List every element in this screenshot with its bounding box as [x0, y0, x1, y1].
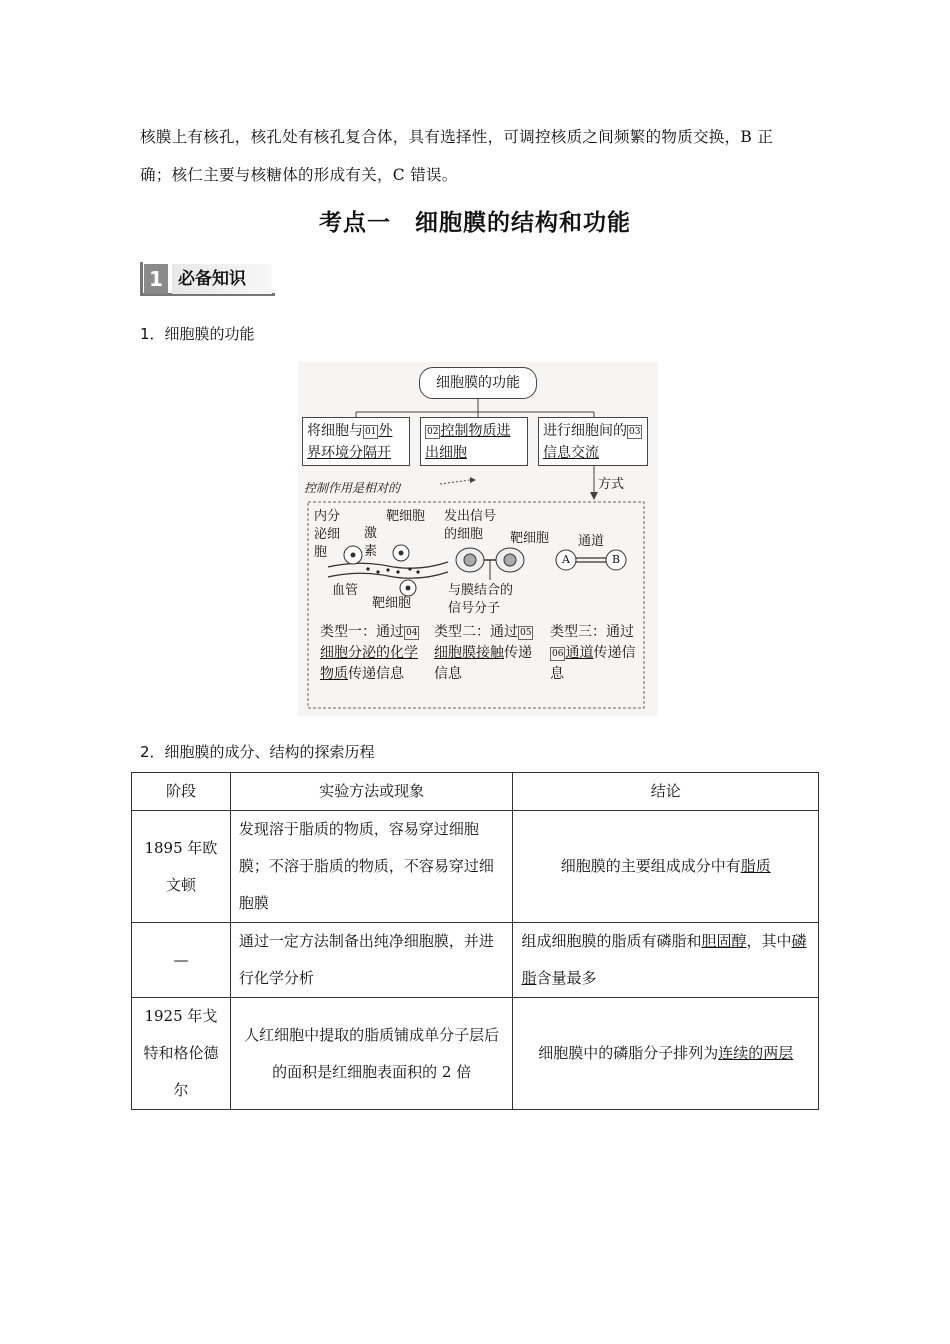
relative-control-note: 控制作用是相对的: [304, 481, 401, 495]
mode-arrow-icon: [590, 492, 598, 500]
note-arrow: [440, 480, 470, 484]
conclusion-cell: 细胞膜中的磷脂分子排列为连续的两层: [513, 998, 819, 1110]
stage-cell: 1925 年戈特和格伦德尔: [132, 998, 231, 1110]
table-row: [132, 811, 819, 923]
cell-a-label: A: [562, 553, 570, 566]
intro-line-2: 确；核仁主要与核糖体的形成有关，C 错误。: [140, 166, 458, 184]
conclusion-cell: 细胞膜的主要组成成分中有脂质: [513, 811, 819, 923]
stage-cell: 1895 年欧文顿: [132, 811, 231, 923]
method-cell: 通过一定方法制备出纯净细胞膜，并进行化学分析: [230, 923, 513, 998]
target-label-c: 靶细胞: [510, 531, 550, 546]
signal-cell-label: 发出信号的细胞: [444, 509, 497, 542]
badge-label: 必备知识: [172, 264, 272, 294]
section-title: 考点一 细胞膜的结构和功能: [319, 210, 631, 236]
heading-membrane-function: 1．细胞膜的功能: [140, 325, 255, 343]
method-cell: 人红细胞中提取的脂质铺成单分子层后的面积是红细胞表面积的 2 倍: [230, 998, 513, 1110]
target-label-b: 靶细胞: [372, 596, 412, 611]
channel-label: 通道: [578, 534, 605, 549]
hormone-label: 激素: [364, 526, 378, 559]
root-node: 细胞膜的功能: [419, 367, 537, 399]
mode-label: 方式: [598, 477, 625, 492]
vessel-label: 血管: [332, 583, 359, 598]
table-header: 实验方法或现象: [230, 773, 513, 811]
endocrine-label: 内分泌细胞: [314, 509, 341, 560]
intro-paragraph: [140, 118, 820, 194]
type-2-text: 类型二：通过 05细胞膜接触传递信息: [434, 624, 532, 682]
function-box-2: 02 控制物质进出细胞: [420, 417, 528, 466]
table-header: 结论: [513, 773, 819, 811]
history-table: [131, 772, 819, 1110]
method-cell: 发现溶于脂质的物质，容易穿过细胞膜；不溶于脂质的物质，不容易穿过细胞膜: [230, 811, 513, 923]
intro-line-1: 核膜上有核孔，核孔处有核孔复合体，具有选择性，可调控核质之间频繁的物质交换，B 正: [140, 128, 774, 146]
cell-b-label: B: [612, 553, 621, 566]
vessel-wall-icon: [328, 562, 448, 568]
signal-molecule-label: 与膜结合的信号分子: [448, 583, 514, 616]
function-box-1: 将细胞与 01 外界环境分隔开: [302, 417, 410, 466]
membrane-function-diagram: [298, 362, 658, 716]
stage-cell: —: [132, 923, 231, 998]
function-box-3: 进行细胞间的 03信息交流: [538, 417, 648, 466]
badge-number: 1: [144, 264, 168, 294]
table-row: [132, 923, 819, 998]
target-label-a: 靶细胞: [386, 509, 426, 524]
table-header: 阶段: [132, 773, 231, 811]
table-row: [132, 998, 819, 1110]
heading-exploration-history: 2．细胞膜的成分、结构的探索历程: [140, 743, 375, 761]
knowledge-badge: [140, 262, 275, 296]
table-header-row: [132, 773, 819, 811]
type-3-text: 类型三：通过06 通道传递信息: [550, 624, 636, 682]
type-1-text: 类型一：通过 04细胞分泌的化学物质传递信息: [320, 624, 418, 682]
conclusion-cell: 组成细胞膜的脂质有磷脂和胆固醇，其中磷脂含量最多: [513, 923, 819, 998]
